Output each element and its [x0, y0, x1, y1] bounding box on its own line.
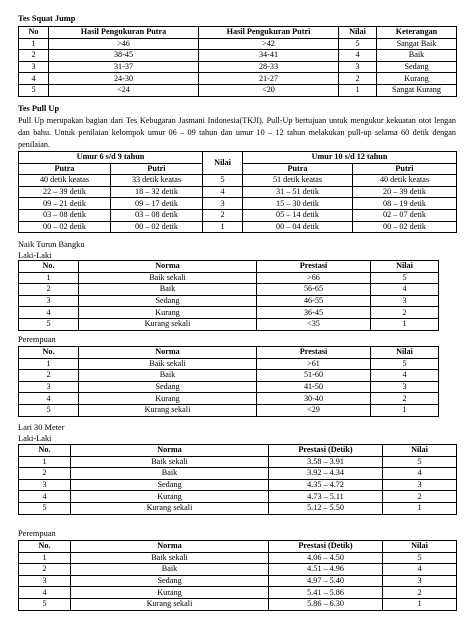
table-row — [19, 456, 457, 468]
bangku-male-label: Laki-Laki — [18, 251, 52, 260]
table-cell: 4.97 – 5.40 — [269, 575, 383, 587]
pullup-paragraph: Pull Up merupakan bagian dari Tes Kebugaran Jasmani Indonesia(TKJI). Pull-Up bertujuan untuk mengukur kekuatan otot lengan dan bahu. Untuk penilaian kelompok umur 06 – 09 tahun dan umur 10 – 12 tahun melakukan pull-up selama 60 detik dengan penilaian. — [18, 116, 456, 149]
table-cell: 46-55 — [257, 295, 371, 307]
table-cell: 3 — [19, 61, 49, 73]
column-header: Hasil Pengukuran Putri — [199, 27, 339, 39]
column-header: No. — [19, 261, 79, 273]
table-row — [19, 564, 457, 576]
table-row — [19, 491, 457, 503]
table-row — [19, 575, 457, 587]
putri-header: Putri — [353, 163, 457, 175]
column-header: No. — [19, 445, 71, 457]
table-cell: 1 — [19, 456, 71, 468]
group-6-9-header: Umur 6 s/d 9 tahun — [19, 152, 203, 164]
column-header: Nilai — [371, 347, 439, 359]
table-cell: 2 — [19, 468, 71, 480]
table-cell: Baik — [71, 468, 269, 480]
table-row — [19, 198, 457, 210]
table-cell: <29 — [257, 404, 371, 416]
table-cell: 4 — [19, 393, 79, 405]
table-cell: 33 detik keatas — [111, 175, 203, 187]
column-header: Norma — [71, 445, 269, 457]
table-cell: 08 – 19 detik — [353, 198, 457, 210]
table-cell: 4.35 – 4.72 — [269, 479, 383, 491]
table-cell: 24-30 — [49, 73, 199, 85]
column-header: Prestasi (Detik) — [269, 445, 383, 457]
table-cell: Sangat Kurang — [377, 84, 457, 96]
squat-table — [18, 26, 457, 97]
table-cell: 34-41 — [199, 50, 339, 62]
table-cell: 36-45 — [257, 307, 371, 319]
lari-female-label: Perempuan — [18, 529, 56, 538]
column-header: Hasil Pengukuran Putra — [49, 27, 199, 39]
squat-header-row — [19, 27, 457, 39]
table-cell: 41-50 — [257, 381, 371, 393]
lari-female-header-row — [19, 541, 457, 553]
table-cell: >42 — [199, 38, 339, 50]
column-header: Norma — [79, 347, 257, 359]
table-cell: 1 — [19, 38, 49, 50]
table-row — [19, 186, 457, 198]
table-row — [19, 221, 457, 233]
table-cell: 3 — [19, 295, 79, 307]
table-cell: 21-27 — [199, 73, 339, 85]
squat-title: Tes Squat Jump — [18, 14, 76, 23]
pullup-nilai-header: Nilai — [203, 152, 243, 175]
table-cell: 5 — [19, 84, 49, 96]
table-cell: 5 — [383, 456, 457, 468]
table-cell: 1 — [19, 272, 79, 284]
table-row — [19, 175, 457, 187]
table-cell: 3 — [383, 575, 457, 587]
table-row — [19, 370, 439, 382]
table-row — [19, 38, 457, 50]
table-cell: 2 — [371, 307, 439, 319]
table-cell: 4 — [19, 587, 71, 599]
table-cell: Kurang — [71, 587, 269, 599]
table-row — [19, 468, 457, 480]
table-cell: 2 — [371, 393, 439, 405]
column-header: Prestasi (Detik) — [269, 541, 383, 553]
table-cell: 03 – 08 detik — [19, 209, 111, 221]
table-row — [19, 84, 457, 96]
table-cell: Kurang sekali — [71, 502, 269, 514]
table-cell: <24 — [49, 84, 199, 96]
table-cell: 38-45 — [49, 50, 199, 62]
table-cell: 4 — [19, 73, 49, 85]
table-cell: 5 — [203, 175, 243, 187]
table-cell: 56-65 — [257, 284, 371, 296]
table-cell: Kurang — [377, 73, 457, 85]
table-cell: 1 — [339, 84, 377, 96]
table-row — [19, 318, 439, 330]
table-cell: 40 detik keatas — [353, 175, 457, 187]
table-cell: 5 — [339, 38, 377, 50]
group-10-12-header: Umur 10 s/d 12 tahun — [243, 152, 457, 164]
table-cell: 00 – 04 detik — [243, 221, 353, 233]
table-cell: 22 – 39 detik — [19, 186, 111, 198]
table-cell: 3 — [19, 381, 79, 393]
table-cell: 2 — [203, 209, 243, 221]
table-cell: Kurang sekali — [79, 404, 257, 416]
table-cell: >66 — [257, 272, 371, 284]
table-cell: 1 — [371, 404, 439, 416]
table-cell: Sedang — [79, 381, 257, 393]
table-cell: 05 – 14 detik — [243, 209, 353, 221]
lari-male-table — [18, 444, 457, 515]
table-cell: 31 – 51 detik — [243, 186, 353, 198]
table-row — [19, 61, 457, 73]
table-cell: 4 — [19, 491, 71, 503]
column-header: Prestasi — [257, 347, 371, 359]
table-cell: Sedang — [377, 61, 457, 73]
column-header: No. — [19, 541, 71, 553]
bangku-title: Naik Turun Bangku — [18, 240, 85, 249]
table-cell: 00 – 02 detik — [111, 221, 203, 233]
column-header: No — [19, 27, 49, 39]
table-cell: >61 — [257, 358, 371, 370]
table-cell: 1 — [383, 598, 457, 610]
table-row — [19, 358, 439, 370]
table-cell: 18 – 32 detik — [111, 186, 203, 198]
table-cell: 30-40 — [257, 393, 371, 405]
table-cell: Sangat Baik — [377, 38, 457, 50]
table-cell: 5 — [19, 502, 71, 514]
table-cell: Baik sekali — [71, 456, 269, 468]
table-cell: 4.51 – 4.96 — [269, 564, 383, 576]
table-cell: 02 – 07 detik — [353, 209, 457, 221]
bangku-male-table — [18, 260, 439, 331]
column-header: Nilai — [383, 445, 457, 457]
table-cell: 3 — [371, 295, 439, 307]
table-cell: 00 – 02 detik — [353, 221, 457, 233]
column-header: Nilai — [339, 27, 377, 39]
table-cell: 2 — [19, 370, 79, 382]
table-cell: 2 — [19, 284, 79, 296]
table-cell: 4.73 – 5.11 — [269, 491, 383, 503]
table-row — [19, 295, 439, 307]
table-cell: 3 — [19, 575, 71, 587]
table-cell: 5 — [19, 598, 71, 610]
table-cell: 1 — [383, 502, 457, 514]
table-cell: <20 — [199, 84, 339, 96]
column-header: Nilai — [371, 261, 439, 273]
table-cell: 5.41 – 5.86 — [269, 587, 383, 599]
table-row — [19, 587, 457, 599]
table-row — [19, 598, 457, 610]
bangku-female-table — [18, 346, 439, 417]
table-cell: 1 — [371, 318, 439, 330]
table-cell: 4 — [203, 186, 243, 198]
table-cell: Baik — [377, 50, 457, 62]
table-cell: 4 — [371, 370, 439, 382]
column-header: No. — [19, 347, 79, 359]
table-cell: 28-33 — [199, 61, 339, 73]
table-cell: 09 – 21 detik — [19, 198, 111, 210]
table-cell: 00 – 02 detik — [19, 221, 111, 233]
lari-title: Lari 30 Meter — [18, 423, 65, 432]
lari-female-table — [18, 540, 457, 611]
table-cell: Baik sekali — [71, 552, 269, 564]
table-cell: 15 – 30 detik — [243, 198, 353, 210]
table-cell: 2 — [383, 587, 457, 599]
table-cell: 4 — [19, 307, 79, 319]
table-cell: 51 detik keatas — [243, 175, 353, 187]
putra-header: Putra — [243, 163, 353, 175]
lari-male-header-row — [19, 445, 457, 457]
table-cell: 09 – 17 detik — [111, 198, 203, 210]
table-cell: 1 — [19, 552, 71, 564]
bangku-female-label: Perempuan — [18, 335, 56, 344]
table-row — [19, 552, 457, 564]
table-cell: 4.06 – 4.50 — [269, 552, 383, 564]
table-cell: 31-37 — [49, 61, 199, 73]
table-cell: 3 — [339, 61, 377, 73]
table-cell: 4 — [339, 50, 377, 62]
table-cell: Kurang sekali — [79, 318, 257, 330]
table-row — [19, 272, 439, 284]
table-cell: 3 — [203, 198, 243, 210]
table-cell: Baik — [71, 564, 269, 576]
table-cell: Baik sekali — [79, 272, 257, 284]
table-row — [19, 381, 439, 393]
table-cell: 2 — [19, 564, 71, 576]
table-row — [19, 502, 457, 514]
table-cell: 5 — [371, 272, 439, 284]
table-cell: 5 — [19, 404, 79, 416]
table-cell: Kurang — [79, 307, 257, 319]
table-cell: Kurang — [71, 491, 269, 503]
table-cell: 1 — [203, 221, 243, 233]
table-cell: Baik sekali — [79, 358, 257, 370]
table-cell: 3.58 – 3.91 — [269, 456, 383, 468]
table-cell: 2 — [339, 73, 377, 85]
table-cell: 5 — [19, 318, 79, 330]
column-header: Norma — [79, 261, 257, 273]
column-header: Norma — [71, 541, 269, 553]
table-cell: 2 — [19, 50, 49, 62]
table-cell: 3 — [371, 381, 439, 393]
table-cell: 4 — [371, 284, 439, 296]
table-row — [19, 50, 457, 62]
table-cell: Kurang sekali — [71, 598, 269, 610]
column-header: Prestasi — [257, 261, 371, 273]
pullup-table — [18, 151, 457, 233]
table-row — [19, 307, 439, 319]
table-row — [19, 73, 457, 85]
table-row — [19, 284, 439, 296]
table-cell: >46 — [49, 38, 199, 50]
lari-male-label: Laki-Laki — [18, 434, 52, 443]
table-cell: 1 — [19, 358, 79, 370]
table-cell: 4 — [383, 564, 457, 576]
table-row — [19, 209, 457, 221]
putra-header: Putra — [19, 163, 111, 175]
table-cell: 5 — [383, 552, 457, 564]
table-cell: 20 – 39 detik — [353, 186, 457, 198]
putri-header: Putri — [111, 163, 203, 175]
table-cell: 03 – 08 detik — [111, 209, 203, 221]
table-cell: 5.12 – 5.50 — [269, 502, 383, 514]
table-row — [19, 393, 439, 405]
table-cell: Sedang — [71, 479, 269, 491]
bangku-male-header-row — [19, 261, 439, 273]
column-header: Nilai — [383, 541, 457, 553]
table-cell: <35 — [257, 318, 371, 330]
bangku-female-header-row — [19, 347, 439, 359]
table-cell: 5 — [371, 358, 439, 370]
table-cell: 3 — [19, 479, 71, 491]
table-cell: Kurang — [79, 393, 257, 405]
table-row — [19, 479, 457, 491]
table-cell: Baik — [79, 370, 257, 382]
table-cell: 3 — [383, 479, 457, 491]
table-cell: Sedang — [79, 295, 257, 307]
table-cell: 3.92 – 4.34 — [269, 468, 383, 480]
table-row — [19, 404, 439, 416]
table-cell: 4 — [383, 468, 457, 480]
table-cell: 2 — [383, 491, 457, 503]
table-cell: Sedang — [71, 575, 269, 587]
column-header: Keterangan — [377, 27, 457, 39]
table-cell: 40 detik keatas — [19, 175, 111, 187]
table-cell: Baik — [79, 284, 257, 296]
table-cell: 51-60 — [257, 370, 371, 382]
table-cell: 5.86 – 6.30 — [269, 598, 383, 610]
pullup-title: Tes Pull Up — [18, 104, 60, 113]
